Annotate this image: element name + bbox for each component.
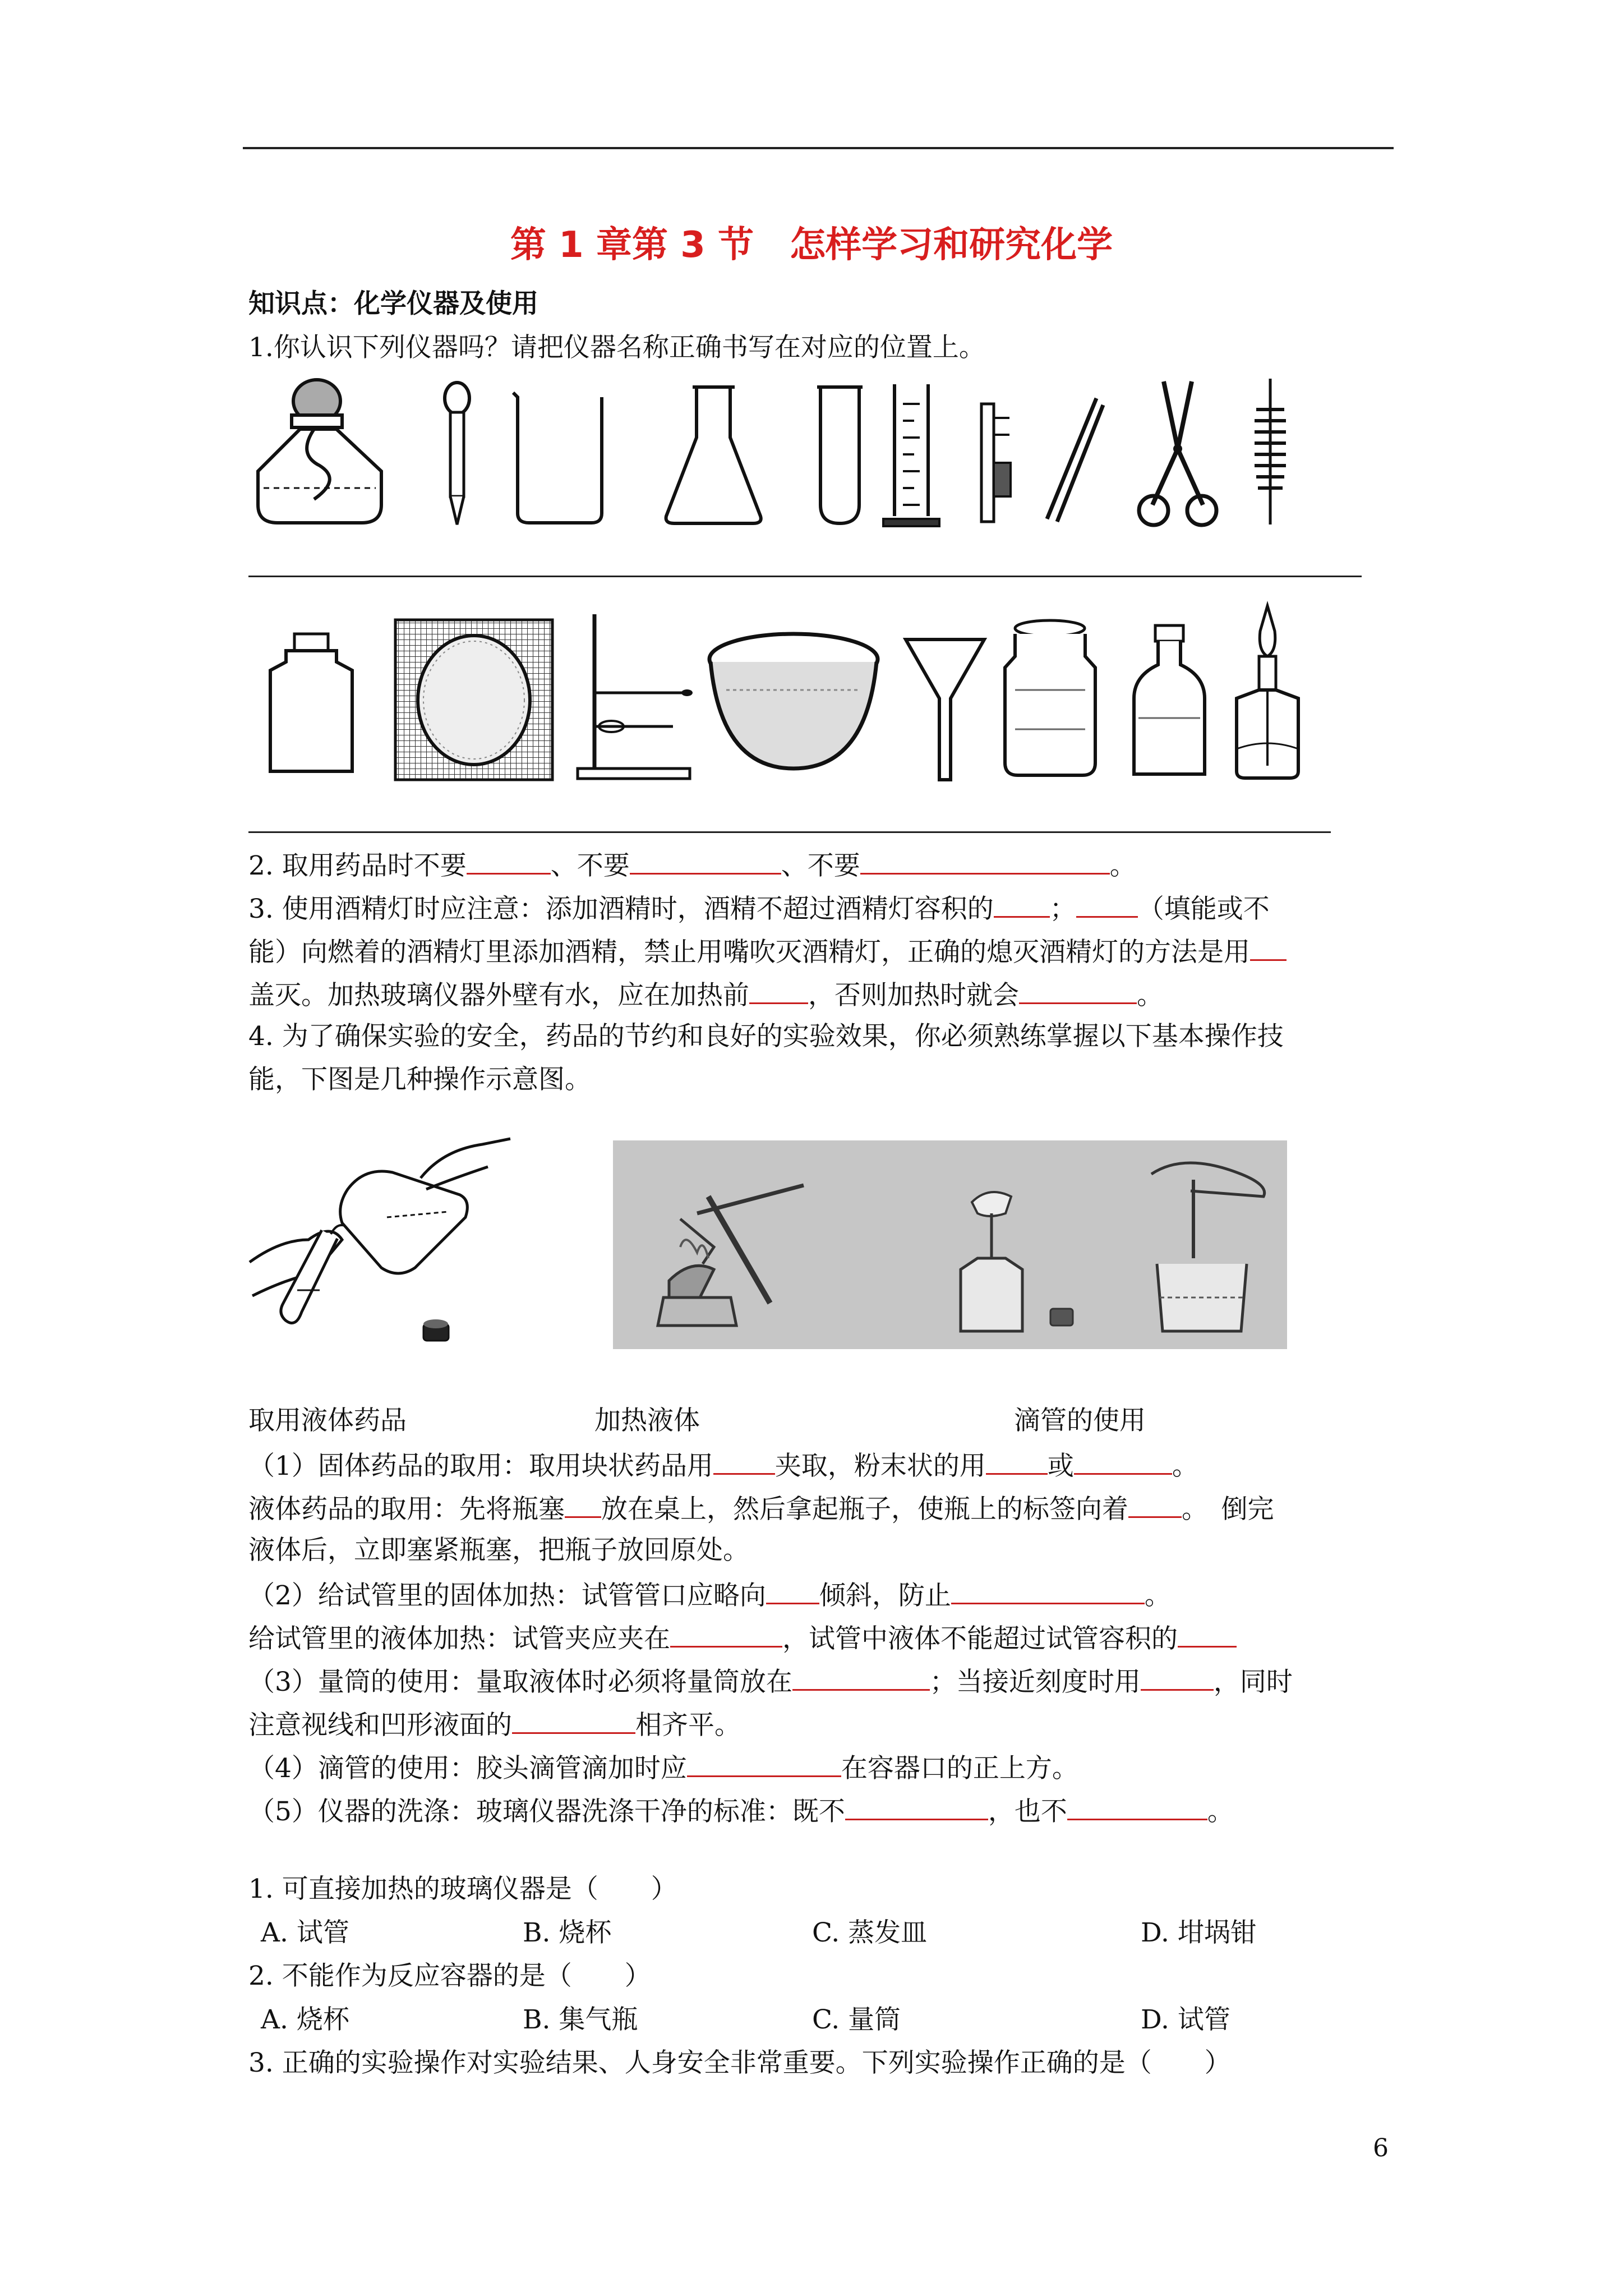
ops-blank-15[interactable]: [1067, 1793, 1207, 1820]
ops-line-8: [248, 1750, 1078, 1786]
mc-question-2-option-c[interactable]: C. 量筒: [812, 2004, 901, 2035]
q2-text-d: 。: [1109, 850, 1136, 881]
asbestos-gauze-icon: [393, 617, 555, 783]
ops-blank-12[interactable]: [512, 1706, 635, 1734]
ops-blank-13[interactable]: [687, 1750, 841, 1777]
ops-text-7b: 相齐平。: [635, 1710, 741, 1741]
ops-line-1: [248, 1447, 1198, 1483]
page-title: 第 1 章第 3 节 怎样学习和研究化学: [510, 224, 1113, 266]
beaker-icon: [508, 387, 608, 527]
ops-text-6c: ，同时: [1213, 1667, 1293, 1697]
dropper-bottle-illustration: [938, 1180, 1084, 1337]
evaporating-dish-icon: [704, 628, 883, 774]
test-tube-holder-icon: [976, 401, 1015, 527]
mc-question-2-option-b[interactable]: B. 集气瓶: [523, 2004, 638, 2035]
wide-mouth-bottle-icon: [264, 631, 359, 777]
ops-text-2a: 液体药品的取用：先将瓶塞: [248, 1494, 565, 1525]
mc-question-1-option-a[interactable]: A. 试管: [261, 1917, 349, 1948]
ops-blank-11[interactable]: [1141, 1663, 1214, 1691]
ops-blank-7[interactable]: [951, 1577, 1145, 1604]
q2-text-b: 、不要: [550, 850, 630, 881]
ops-text-5b: ，试管中液体不能超过试管容积的: [782, 1623, 1178, 1654]
ops-blank-6[interactable]: [766, 1577, 819, 1604]
ops-blank-9[interactable]: [1178, 1620, 1237, 1648]
caption-dropper-use: 滴管的使用: [1014, 1405, 1146, 1436]
q3-text-1c: （填能或不: [1137, 894, 1270, 924]
pouring-liquid-illustration: [247, 1128, 516, 1369]
ops-blank-10[interactable]: [792, 1663, 930, 1691]
mc-question-2-option-a[interactable]: A. 烧杯: [261, 2004, 349, 2035]
question-3-line-2: [248, 933, 1287, 969]
gas-jar-icon: [998, 617, 1102, 780]
ops-line-7: [248, 1706, 741, 1742]
ops-blank-1[interactable]: [713, 1447, 775, 1475]
ops-text-7a: 注意视线和凹形液面的: [248, 1710, 512, 1741]
q2-text-a: 2. 取用药品时不要: [248, 850, 467, 881]
q3-text-1b: ；: [1049, 894, 1076, 924]
ops-text-1a: （1）固体药品的取用：取用块状药品用: [248, 1451, 713, 1481]
ops-line-4: [248, 1577, 1171, 1613]
q2-blank-3[interactable]: [860, 847, 1110, 875]
ops-blank-2[interactable]: [986, 1447, 1048, 1475]
narrow-mouth-bottle-icon: [1127, 623, 1211, 780]
heating-liquid-illustration: [635, 1163, 826, 1331]
ops-text-4b: 倾斜，防止: [819, 1580, 951, 1611]
ops-line-9: [248, 1793, 1234, 1829]
ops-blank-5[interactable]: [1128, 1490, 1182, 1518]
ops-line-5: [248, 1620, 1237, 1656]
ops-text-6b: ；当接近刻度时用: [929, 1667, 1141, 1697]
ops-text-1c: 或: [1047, 1451, 1074, 1481]
ops-text-9b: ，也不: [988, 1796, 1067, 1827]
funnel-icon: [903, 637, 987, 783]
mc-question-1-stem: 1. 可直接加热的玻璃仪器是（ ）: [248, 1874, 677, 1904]
caption-heat-liquid: 加热液体: [594, 1405, 700, 1436]
page-number: 6: [1373, 2134, 1389, 2162]
question-2: [248, 847, 1136, 883]
q3-blank-2[interactable]: [1076, 890, 1138, 918]
ops-text-6a: （3）量筒的使用：量取液体时必须将量筒放在: [248, 1667, 792, 1697]
ops-blank-14[interactable]: [845, 1793, 988, 1820]
answer-line-row-2: [248, 831, 1331, 833]
ops-text-2b: 放在桌上，然后拿起瓶子，使瓶上的标签向着: [601, 1494, 1128, 1525]
q3-blank-1[interactable]: [994, 890, 1050, 918]
ops-text-4c: 。: [1144, 1580, 1171, 1611]
conical-flask-icon: [662, 384, 766, 527]
mc-question-1-option-c[interactable]: C. 蒸发皿: [812, 1917, 928, 1948]
q3-text-2a: 能）向燃着的酒精灯里添加酒精，禁止用嘴吹灭酒精灯，正确的熄灭酒精灯的方法是用: [248, 937, 1250, 968]
ops-text-8b: 在容器口的正上方。: [841, 1753, 1078, 1784]
q3-text-3a: 盖灭。加热玻璃仪器外壁有水，应在加热前: [248, 980, 749, 1011]
ops-blank-4[interactable]: [565, 1490, 601, 1518]
q3-blank-4[interactable]: [749, 977, 808, 1004]
mc-question-2-stem: 2. 不能作为反应容器的是（ ）: [248, 1961, 651, 1991]
operation-photo-panel: [613, 1140, 1287, 1349]
ops-text-9a: （5）仪器的洗涤：玻璃仪器洗涤干净的标准：既不: [248, 1796, 845, 1827]
q3-text-3b: ，否则加热时就会: [808, 980, 1019, 1011]
question-4-line-2: 能，下图是几种操作示意图。: [248, 1064, 591, 1095]
mc-question-2-option-d[interactable]: D. 试管: [1141, 2004, 1230, 2035]
mc-question-1-option-b[interactable]: B. 烧杯: [523, 1917, 612, 1948]
dropping-bottle-icon: [1231, 603, 1304, 783]
q2-blank-1[interactable]: [467, 847, 551, 875]
alcohol-lamp-icon: [247, 376, 393, 533]
header-rule: [243, 147, 1394, 149]
question-3-line-1: [248, 890, 1270, 926]
ops-blank-8[interactable]: [670, 1620, 782, 1648]
mc-question-1-option-d[interactable]: D. 坩埚钳: [1141, 1917, 1257, 1948]
iron-stand-icon: [572, 609, 695, 783]
ops-text-5a: 给试管里的液体加热：试管夹应夹在: [248, 1623, 670, 1654]
tweezers-icon: [1040, 393, 1108, 527]
ops-text-1b: 夹取，粉末状的用: [774, 1451, 986, 1481]
answer-line-row-1: [248, 576, 1362, 577]
q3-text-1a: 3. 使用酒精灯时应注意：添加酒精时，酒精不超过酒精灯容积的: [248, 894, 994, 924]
question-3-line-3: [248, 977, 1163, 1013]
q2-blank-2[interactable]: [630, 847, 781, 875]
ops-text-8a: （4）滴管的使用：胶头滴管滴加时应: [248, 1753, 687, 1784]
dropper-icon: [440, 381, 474, 527]
ops-line-6: [248, 1663, 1293, 1699]
q3-text-3c: 。: [1137, 980, 1163, 1011]
dropper-use-illustration: [1140, 1152, 1275, 1337]
ops-line-2: [248, 1490, 1274, 1526]
q3-blank-3[interactable]: [1250, 933, 1287, 961]
ops-line-3: 液体后，立即塞紧瓶塞，把瓶子放回原处。: [248, 1535, 749, 1566]
ops-blank-3[interactable]: [1074, 1447, 1172, 1475]
mc-question-3-stem: 3. 正确的实验操作对实验结果、人身安全非常重要。下列实验操作正确的是（ ）: [248, 2047, 1231, 2078]
caption-take-liquid: 取用液体药品: [248, 1405, 407, 1436]
ops-text-2c: 。 倒完: [1182, 1494, 1274, 1525]
question-4-line-1: 4. 为了确保实验的安全，药品的节约和良好的实验效果，你必须熟练掌握以下基本操作技: [248, 1021, 1284, 1052]
crucible-tongs-icon: [1130, 376, 1225, 530]
test-tube-brush-icon: [1248, 376, 1293, 527]
graduated-cylinder-icon: [880, 381, 942, 530]
ops-text-4a: （2）给试管里的固体加热：试管管口应略向: [248, 1580, 766, 1611]
knowledge-point-heading: 知识点：化学仪器及使用: [248, 288, 538, 319]
question-1-text: 1.你认识下列仪器吗？请把仪器名称正确书写在对应的位置上。: [248, 332, 985, 363]
ops-text-9c: 。: [1207, 1796, 1234, 1827]
ops-text-1d: 。: [1172, 1451, 1198, 1481]
q3-blank-5[interactable]: [1019, 977, 1137, 1004]
test-tube-icon: [816, 384, 864, 527]
q2-text-c: 、不要: [781, 850, 860, 881]
